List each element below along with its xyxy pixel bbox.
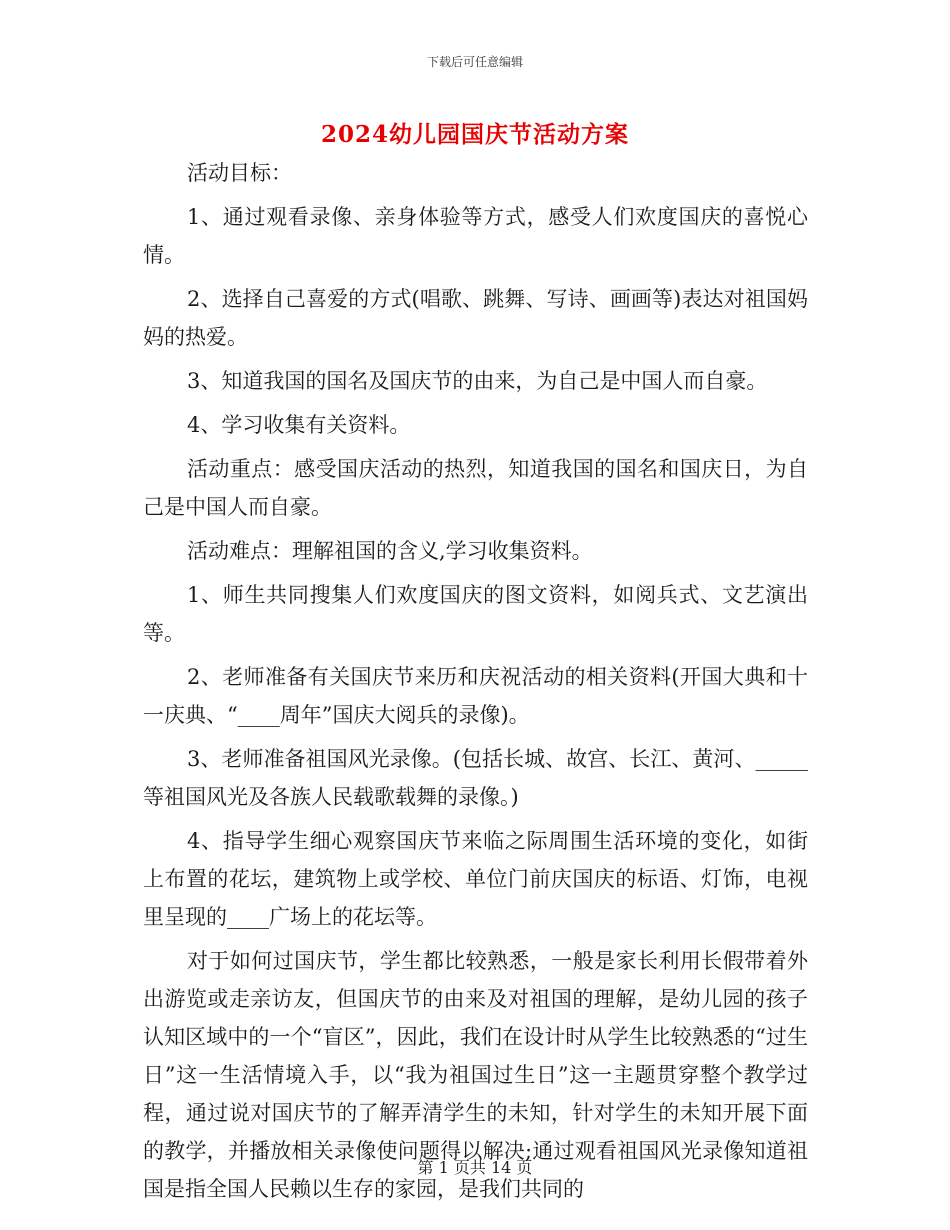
page-footer: 第 1 页共 14 页 (417, 1158, 533, 1177)
paragraph-design-notes: 对于如何过国庆节，学生都比较熟悉，一般是家长利用长假带着外出游览或走亲访友，但国庆节的由来及对祖国的理解，是幼儿园的孩子认知区域中的一个“盲区”，因此，我们在设计时从学生比较熟悉的“过生日”这一生活情境入手，以“我为祖国过生日”这一主题贯穿整个教学过程，通过说对国庆节的了解弄清学生的未知，针对学生的未知开展下面的教学，并播放相关录像使问题得以解决;通过观看祖国风光录像知道祖国是指全国人民赖以生存的家园，是我们共同的 (143, 949, 808, 1201)
paragraph-goal-2: 2、选择自己喜爱的方式(唱歌、跳舞、写诗、画画等)表达对祖国妈妈的热爱。 (143, 287, 808, 349)
page-header: 下载后可任意编辑 (426, 55, 523, 69)
paragraph-prep-4: 4、指导学生细心观察国庆节来临之际周围生活环境的变化，如街上布置的花坛，建筑物上或学校、单位门前庆国庆的标语、灯饰，电视里呈现的____广场上的花坛等。 (143, 829, 808, 929)
paragraph-goal-1: 1、通过观看录像、亲身体验等方式，感受人们欢度国庆的喜悦心情。 (143, 205, 808, 267)
paragraph-prep-3: 3、老师准备祖国风光录像。(包括长城、故宫、长江、黄河、_____等祖国风光及各族人民载歌载舞的录像。) (143, 747, 808, 809)
paragraph-difficulty: 活动难点：理解祖国的含义,学习收集资料。 (187, 539, 593, 563)
paragraph-prep-2: 2、老师准备有关国庆节来历和庆祝活动的相关资料(开国大典和十一庆典、“____周年”国庆大阅兵的录像)。 (143, 665, 808, 727)
paragraph-goal-4: 4、学习收集有关资料。 (187, 413, 411, 437)
paragraph-goal-heading: 活动目标： (187, 161, 292, 185)
document-title: 2024幼儿园国庆节活动方案 (320, 121, 629, 148)
document-body (143, 154, 808, 1208)
paragraph-key-point: 活动重点：感受国庆活动的热烈，知道我国的国名和国庆日，为自己是中国人而自豪。 (143, 457, 808, 519)
paragraph-prep-1: 1、师生共同搜集人们欢度国庆的图文资料，如阅兵式、文艺演出等。 (143, 583, 808, 645)
paragraph-goal-3: 3、知道我国的国名及国庆节的由来，为自己是中国人而自豪。 (187, 369, 768, 393)
